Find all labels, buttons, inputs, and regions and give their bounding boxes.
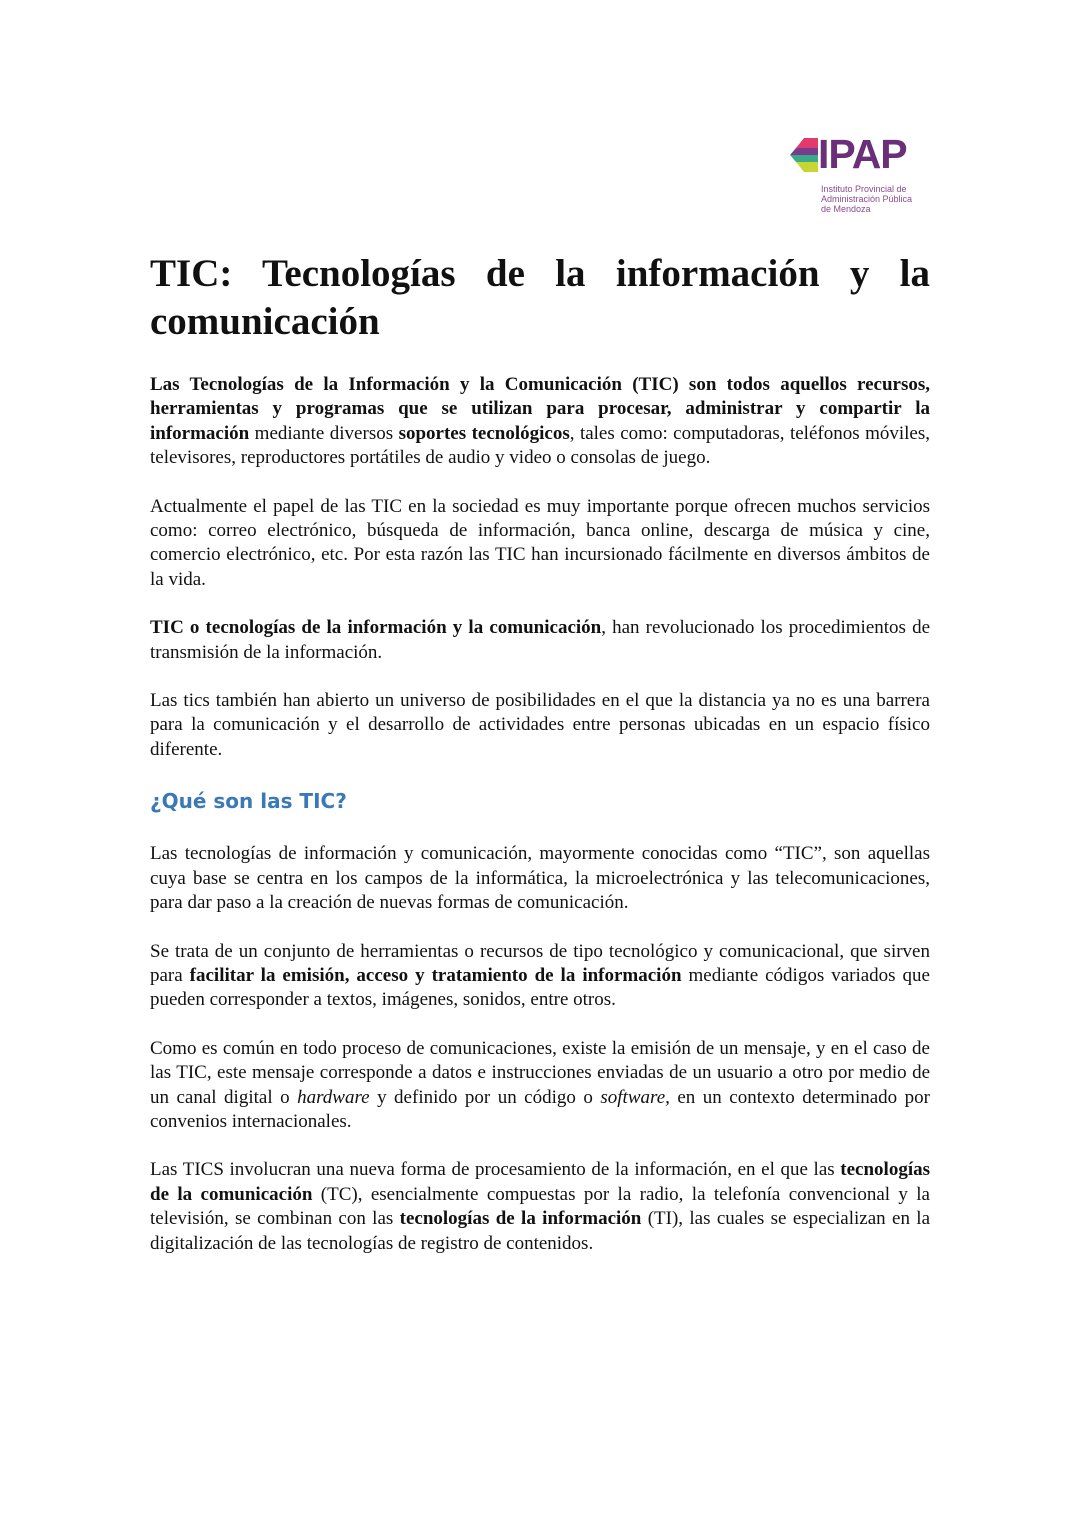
paragraph-tools — [150, 940, 930, 1013]
text: (TI), las cuales se especializan en la digitalización de las tecnologías de registro de contenidos. — [150, 1208, 930, 1254]
bold-text: Las Tecnologías de la Información y la Comunicación (TIC) son todos aquellos recursos, herramientas y programas que se utilizan para procesar, administrar y compartir la información — [150, 374, 930, 444]
text: , tales como: computadoras, teléfonos móviles, televisores, reproductores portátiles de audio y video o consolas de juego. — [150, 422, 930, 469]
bold-text: tecnologías de la información — [399, 1208, 642, 1230]
text: mediante códigos variados que pueden corresponder a textos, imágenes, sonidos, entre otros. — [150, 964, 930, 1011]
text: Se trata de un conjunto de herramientas o recursos de tipo tecnológico y comunicacional, que sirven para — [150, 940, 930, 986]
text: , han revolucionado los procedimientos de transmisión de la información. — [150, 617, 931, 663]
logo-subtitle-line: Instituto Provincial de — [821, 184, 907, 194]
logo-subtitle-line: de Mendoza — [821, 204, 871, 214]
bold-text: soportes tecnológicos — [398, 422, 570, 444]
title-line-2: comunicación — [150, 300, 380, 343]
logo-subtitle — [821, 184, 931, 214]
bold-text: TIC o tecnologías de la información y la comunicación — [150, 617, 602, 639]
italic-text: software, — [600, 1086, 670, 1108]
paragraph-tics — [150, 1158, 930, 1256]
italic-text: hardware — [297, 1086, 370, 1108]
bold-text: facilitar la emisión, acceso y tratamiento de la información — [189, 964, 682, 986]
text: y definido por un código o — [369, 1086, 601, 1108]
document-title — [150, 250, 930, 346]
title-line-1: TIC: Tecnologías de la información y la — [150, 252, 930, 295]
paragraph-importance: Actualmente el papel de las TIC en la sociedad es muy importante porque ofrecen muchos servicios como: correo electrónico, búsqueda de información, banca online, descarga de música y cine, comercio electrónico, etc. Por esta razón las TIC han incursionado fácilmente en diversos ámbitos de la vida. — [150, 495, 930, 590]
logo-subtitle-line: Administración Pública — [821, 194, 913, 204]
bold-text: tecnologías de la comunicación — [150, 1159, 930, 1205]
paragraph-distance: Las tics también han abierto un universo de posibilidades en el que la distancia ya no es una barrera para la comunicación y el desarrollo de actividades entre personas ubicadas en un espacio físico diferente. — [150, 690, 930, 760]
paragraph-intro — [150, 373, 930, 471]
text: (TC), esencialmente compuestas por la radio, la telefonía convencional y la televisión, se combinan con las — [150, 1183, 930, 1230]
logo-wordmark: IPAP — [818, 131, 907, 177]
text: en un contexto determinado por convenios internacionales. — [150, 1086, 930, 1132]
paragraph-definition: Las tecnologías de información y comunicación, mayormente conocidas como “TIC”, son aquellas cuya base se centra en los campos de la informática, la microelectrónica y las telecomunicaciones, para dar paso a la creación de nuevas formas de comunicación. — [150, 843, 930, 914]
text: mediante diversos — [249, 422, 399, 444]
document-body — [150, 250, 930, 1256]
text: Como es común en todo proceso de comunicaciones, existe la emisión de un mensaje, y en el caso de las TIC, este mensaje corresponde a datos e instrucciones enviadas de un usuario a otro por medio de un canal digital o — [150, 1037, 930, 1108]
paragraph-message — [150, 1037, 930, 1135]
section-heading: ¿Qué son las TIC? — [150, 789, 347, 814]
text: Las TICS involucran una nueva forma de procesamiento de la información, en el que las — [150, 1159, 841, 1181]
ipap-logo — [790, 131, 925, 218]
paragraph-revolution — [150, 616, 930, 665]
